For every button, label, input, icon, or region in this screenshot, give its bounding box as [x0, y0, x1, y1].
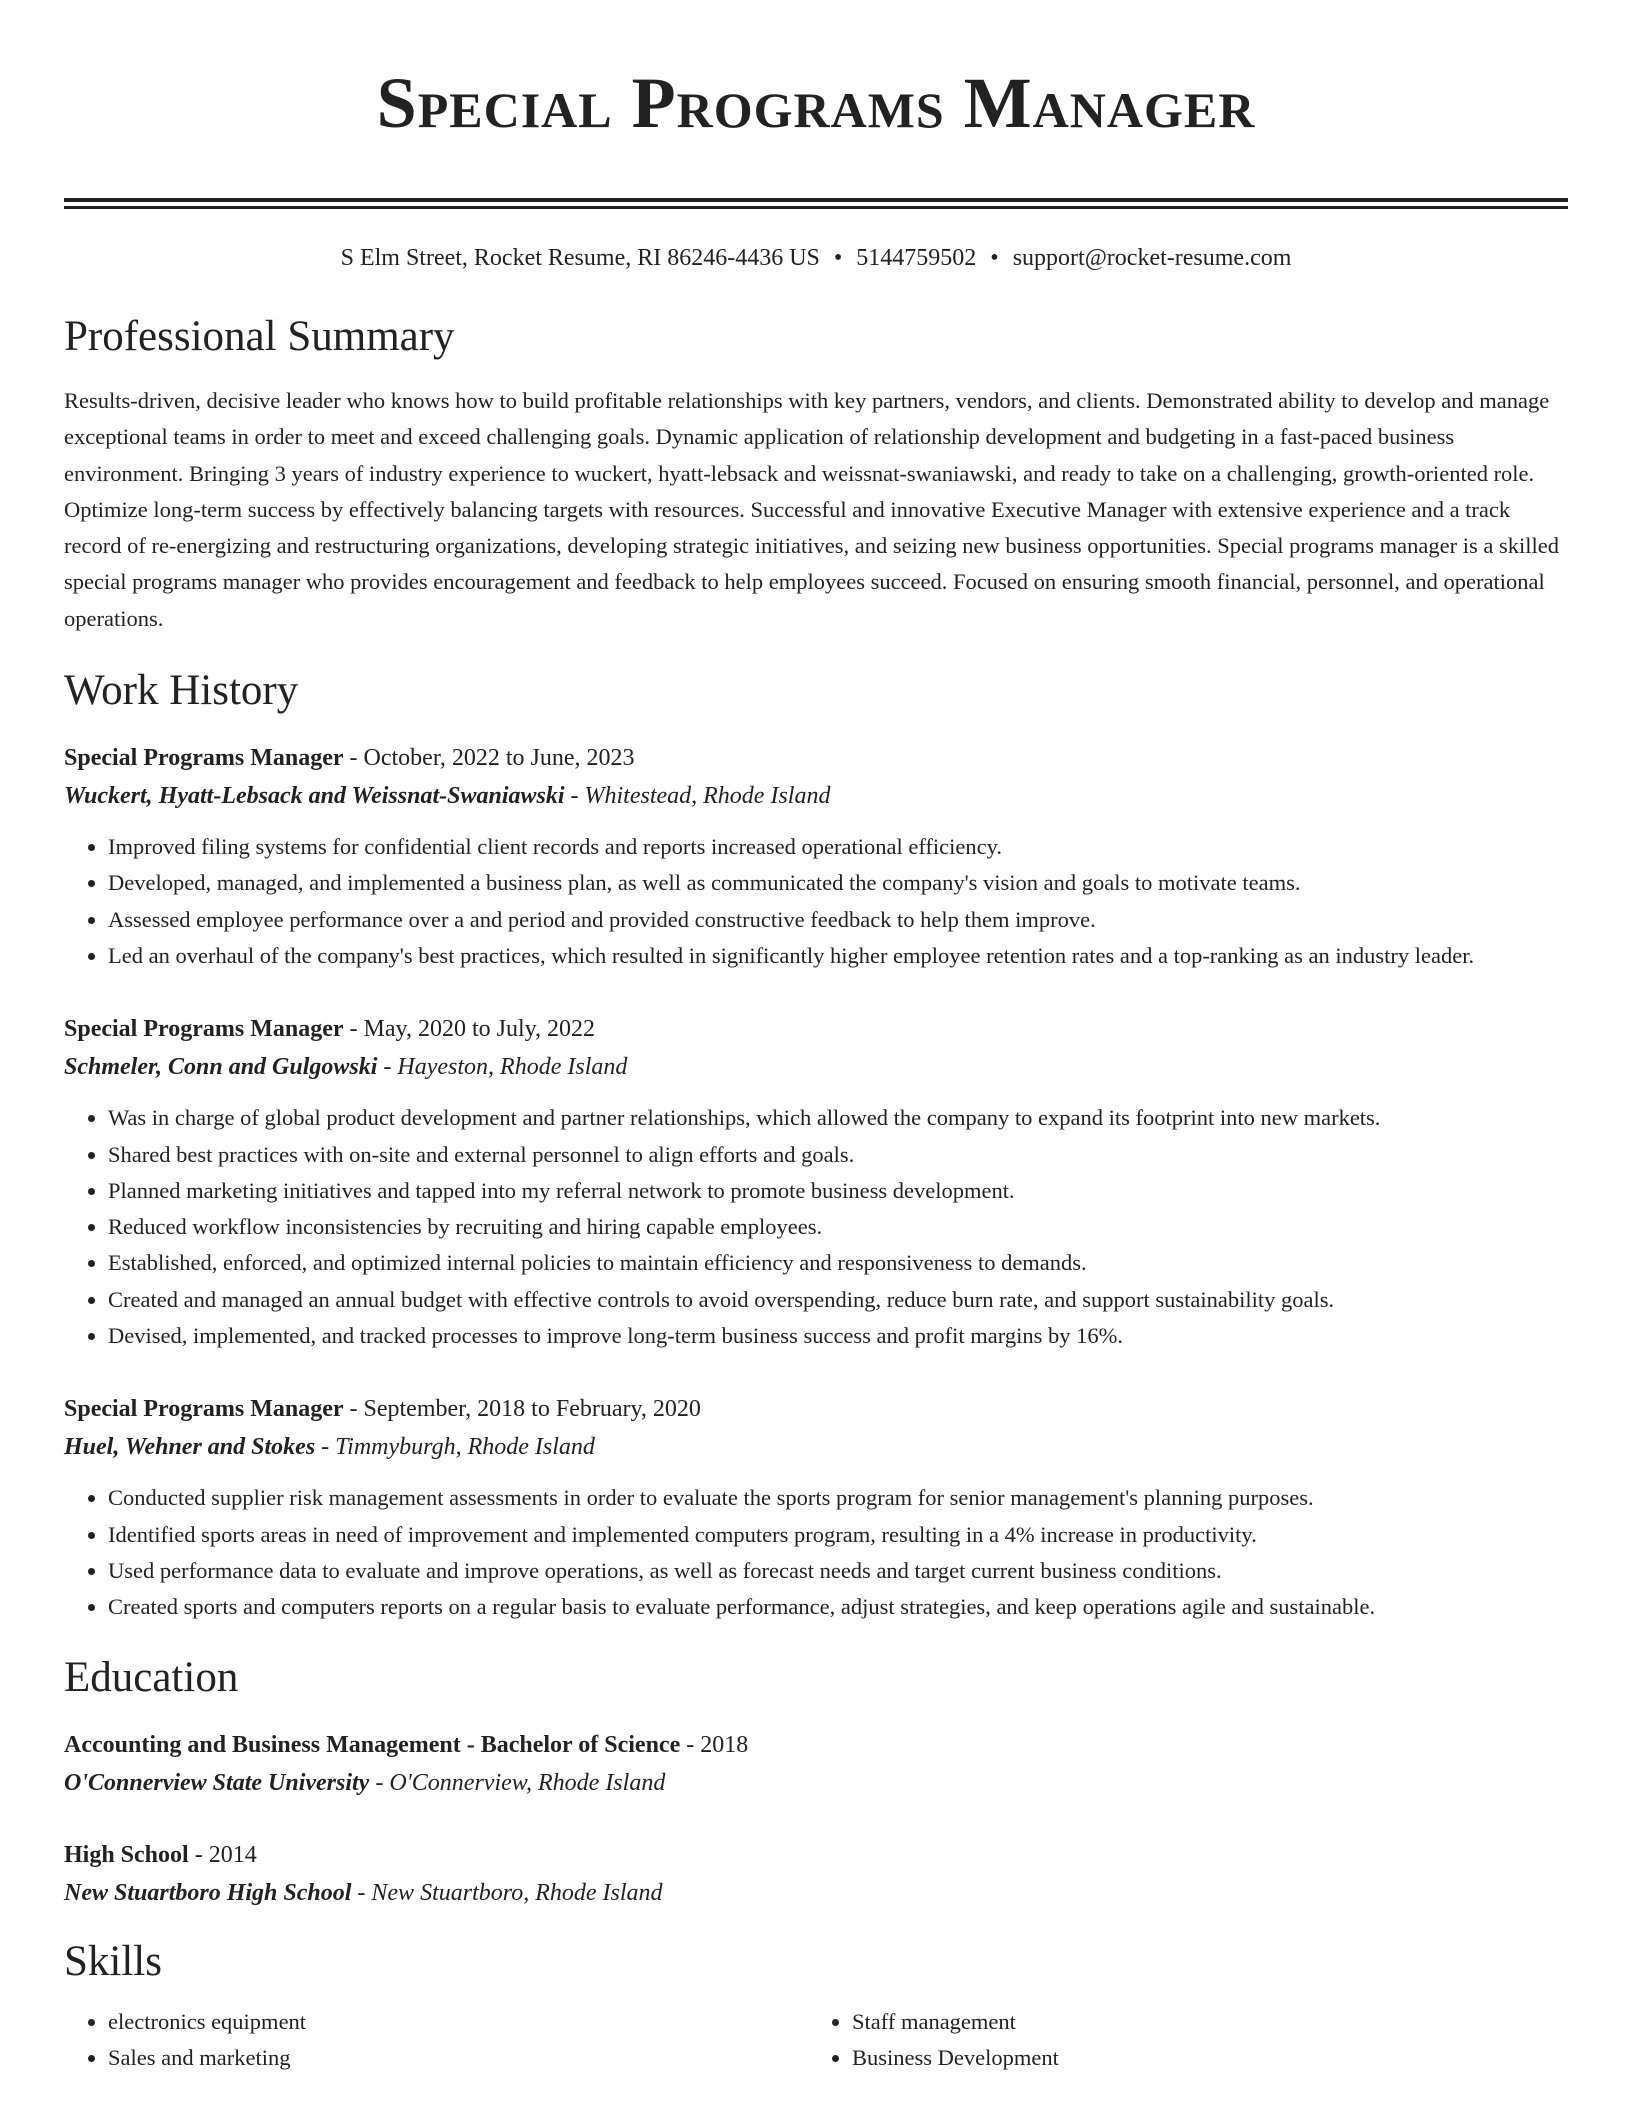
job-bullet: • Used performance data to evaluate and improve operations, as well as forecast needs and target current business conditions. [108, 1553, 1568, 1589]
job-bullet: • Planned marketing initiatives and tapped into my referral network to promote business development. [108, 1173, 1568, 1209]
skill-item: • Sales and marketing [108, 2040, 808, 2076]
job-location: - Hayeston, Rhode Island [377, 1054, 628, 1081]
skills-column-left [64, 2004, 808, 2076]
job-company: Wuckert, Hyatt-Lebsack and Weissnat-Swaniawski [64, 783, 565, 810]
job-bullet: • Created sports and computers reports on a regular basis to evaluate performance, adjust strategies, and keep operations agile and sustainable. [108, 1589, 1568, 1625]
job-bullet: • Led an overhaul of the company's best practices, which resulted in significantly higher employee retention rates and a top-ranking as an industry leader. [108, 938, 1568, 974]
job-bullet: • Created and managed an annual budget with effective controls to avoid overspending, reduce burn rate, and support sustainability goals. [108, 1282, 1568, 1318]
education-school-line [64, 1764, 1568, 1802]
contact-separator: • [990, 245, 999, 271]
job-bullets [64, 829, 1568, 974]
skills-column-right [808, 2004, 1552, 2076]
skill-item: • Business Development [852, 2040, 1552, 2076]
job-dates: - September, 2018 to February, 2020 [343, 1396, 701, 1423]
job-bullets [64, 1480, 1568, 1625]
skill-item: • electronics equipment [108, 2004, 808, 2040]
job-bullet: • Improved filing systems for confidential client records and reports increased operational efficiency. [108, 829, 1568, 865]
job-role: Special Programs Manager [64, 1396, 344, 1423]
contact-separator: • [833, 245, 843, 271]
job-title-line [64, 1010, 1568, 1048]
job-bullet: • Assessed employee performance over a and period and provided constructive feedback to help them improve. [108, 902, 1568, 938]
job-entry [64, 739, 1568, 974]
education-degree-line [64, 1726, 1568, 1764]
job-bullet: • Conducted supplier risk management assessments in order to evaluate the sports program for senior management's planning purposes. [108, 1480, 1568, 1516]
job-role: Special Programs Manager [64, 745, 344, 772]
job-company-line [64, 777, 1568, 815]
resume-name: Special Programs Manager [376, 63, 1256, 143]
job-location: - Whitestead, Rhode Island [564, 783, 831, 810]
education-location: - O'Connerview, Rhode Island [369, 1769, 666, 1796]
education-school: O'Connerview State University [64, 1769, 370, 1796]
job-dates: - May, 2020 to July, 2022 [343, 1016, 596, 1043]
contact-line [64, 243, 1568, 273]
job-company-line [64, 1048, 1568, 1086]
header-divider-thick [64, 198, 1568, 202]
job-bullet: • Devised, implemented, and tracked processes to improve long-term business success and profit margins by 16%. [108, 1318, 1568, 1354]
job-title-line [64, 1390, 1568, 1428]
education-year: - 2014 [188, 1841, 257, 1868]
job-bullets [64, 1100, 1568, 1354]
skills-list [64, 2004, 1568, 2076]
job-title-line [64, 739, 1568, 777]
education-degree: Accounting and Business Management - Bachelor of Science [64, 1731, 681, 1758]
job-company: Schmeler, Conn and Gulgowski [64, 1054, 378, 1081]
contact-email: support@rocket-resume.com [1012, 245, 1292, 271]
job-entry [64, 1390, 1568, 1625]
education-school: New Stuartboro High School [64, 1879, 352, 1906]
skills-heading: Skills [64, 1937, 162, 1985]
job-company: Huel, Wehner and Stokes [64, 1434, 316, 1461]
summary-heading: Professional Summary [64, 313, 455, 360]
education-heading: Education [64, 1653, 239, 1701]
summary-text: Results-driven, decisive leader who knows how to build profitable relationships with key partners, vendors, and clients. Demonstrated ability to develop and manage exceptional teams in order to meet and exceed challenging goals. Dynamic application of relationship development and budgeting in a fast-paced business environment. Bringing 3 years of industry experience to wuckert, hyatt-lebsack and weissnat-swaniawski, and ready to take on a challenging, growth-oriented role. Optimize long-term success by effectively balancing targets with resources. Successful and innovative Executive Manager with extensive experience and a track record of re-energizing and restructuring organizations, developing strategic initiatives, and seizing new business opportunities. Special programs manager is a skilled special programs manager who provides encouragement and feedback to help employees succeed. Focused on ensuring smooth financial, personnel, and operational operations. [64, 388, 1559, 631]
job-bullet: • Developed, managed, and implemented a business plan, as well as communicated the company's vision and goals to motivate teams. [108, 865, 1568, 901]
resume-page [64, 0, 1568, 2076]
education-degree-line [64, 1836, 1568, 1874]
job-location: - Timmyburgh, Rhode Island [315, 1434, 595, 1461]
education-year: - 2018 [680, 1731, 749, 1758]
job-bullet: • Identified sports areas in need of improvement and implemented computers program, resulting in a 4% increase in productivity. [108, 1517, 1568, 1553]
contact-phone: 5144759502 [856, 245, 977, 271]
education-entry [64, 1726, 1568, 1802]
job-entry [64, 1010, 1568, 1354]
skill-item: • Staff management [852, 2004, 1552, 2040]
contact-address: S Elm Street, Rocket Resume, RI 86246-4436 US [340, 245, 820, 271]
header-divider-thin [64, 206, 1568, 209]
education-degree: High School [64, 1841, 189, 1868]
work-history-heading: Work History [64, 667, 299, 715]
education-entry [64, 1836, 1568, 1912]
job-bullet: • Established, enforced, and optimized internal policies to maintain efficiency and responsiveness to demands. [108, 1245, 1568, 1281]
education-school-line [64, 1874, 1568, 1912]
job-bullet: • Was in charge of global product development and partner relationships, which allowed the company to expand its footprint into new markets. [108, 1100, 1568, 1136]
education-location: - New Stuartboro, Rhode Island [351, 1879, 663, 1906]
job-company-line [64, 1428, 1568, 1466]
job-bullet: • Reduced workflow inconsistencies by recruiting and hiring capable employees. [108, 1209, 1568, 1245]
job-bullet: • Shared best practices with on-site and external personnel to align efforts and goals. [108, 1137, 1568, 1173]
job-role: Special Programs Manager [64, 1016, 344, 1043]
job-dates: - October, 2022 to June, 2023 [343, 745, 635, 772]
